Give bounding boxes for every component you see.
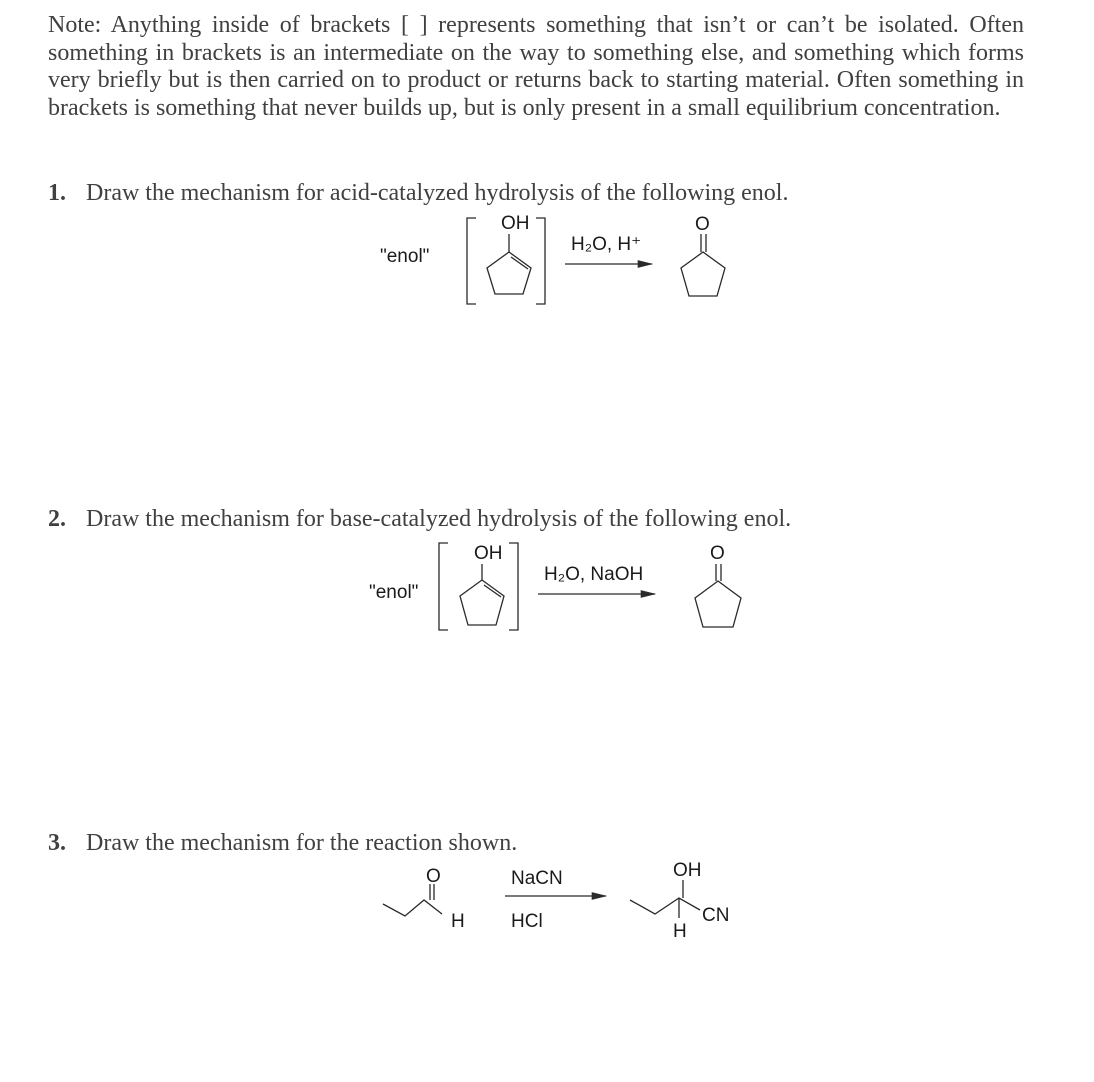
q3-product-h: H bbox=[673, 921, 687, 942]
question-2-number: 2. bbox=[48, 506, 66, 532]
q3-cyanohydrin-skeleton bbox=[630, 880, 700, 918]
q2-left-bracket bbox=[439, 543, 448, 630]
q3-reagent-top: NaCN bbox=[511, 868, 563, 889]
q1-reagent: H₂O, H⁺ bbox=[571, 234, 642, 255]
q1-product-o: O bbox=[695, 214, 710, 235]
question-2-text: Draw the mechanism for base-catalyzed hydrolysis of the following enol. bbox=[86, 506, 792, 532]
question-1-number: 1. bbox=[48, 180, 66, 206]
question-3-number: 3. bbox=[48, 830, 66, 856]
note-paragraph: Note: Anything inside of brackets [ ] represents something that isn’t or can’t be isolated. Often something in brackets is an intermediate on the way to something else, and something which forms very briefly but is then carried on to product or returns back to starting material. Often something in brackets is something that never builds up, but is only present in a small equilibrium concentration. bbox=[48, 12, 1024, 121]
q2-enol-label: "enol" bbox=[369, 582, 419, 603]
q2-enol-ring bbox=[460, 564, 504, 625]
scheme-1 bbox=[380, 213, 725, 304]
question-1-text: Draw the mechanism for acid-catalyzed hydrolysis of the following enol. bbox=[86, 180, 789, 206]
scheme-2 bbox=[369, 543, 741, 630]
q3-reactant-o: O bbox=[426, 866, 441, 887]
q1-enol-ring bbox=[487, 234, 531, 294]
q1-right-bracket bbox=[536, 218, 545, 304]
q2-product-cyclopentanone bbox=[695, 564, 741, 627]
q3-reagent-bottom: HCl bbox=[511, 911, 543, 932]
q2-right-bracket bbox=[509, 543, 518, 630]
q3-product-cn: CN bbox=[702, 905, 730, 926]
q1-enol-oh: OH bbox=[501, 213, 530, 234]
q3-product-oh: OH bbox=[673, 860, 702, 881]
q1-product-cyclopentanone bbox=[681, 234, 725, 296]
q1-left-bracket bbox=[467, 218, 476, 304]
q2-reagent: H₂O, NaOH bbox=[544, 564, 644, 585]
q2-product-o: O bbox=[710, 543, 725, 564]
scheme-3 bbox=[383, 860, 729, 942]
q2-enol-oh: OH bbox=[474, 543, 503, 564]
q3-reactant-h: H bbox=[451, 911, 465, 932]
q3-propanal-skeleton bbox=[383, 884, 442, 916]
question-3-text: Draw the mechanism for the reaction shown. bbox=[86, 830, 518, 856]
q1-enol-label: "enol" bbox=[380, 246, 430, 267]
